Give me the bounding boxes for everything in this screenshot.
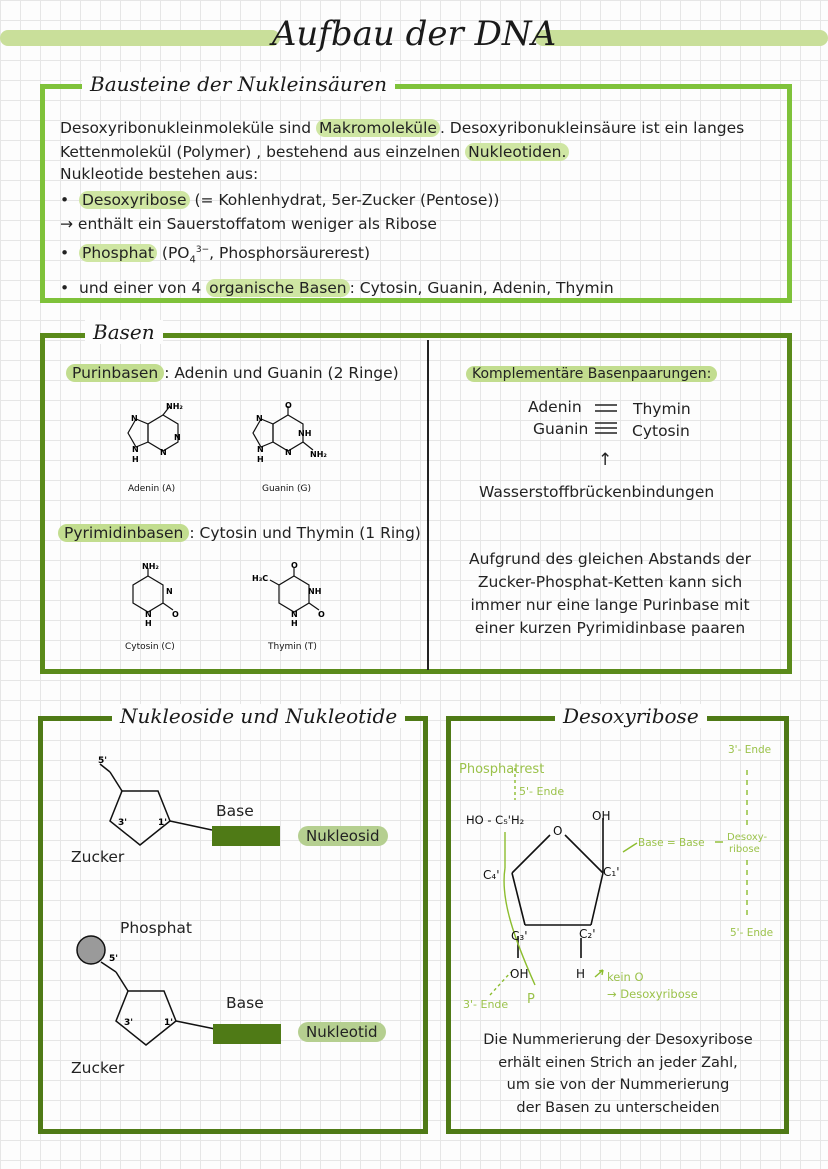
guanin-h: H: [257, 455, 264, 464]
nukleosid-5prime: 5': [98, 756, 108, 766]
cytosin-structure: [118, 560, 188, 635]
nukleotid-base-bar: [213, 1024, 281, 1044]
guanin-n7: N: [256, 414, 263, 423]
thymin-o-bottom: O: [318, 610, 325, 619]
arrow-up-icon: ↑: [598, 450, 613, 470]
nukleotid-5prime: 5': [109, 954, 119, 964]
explain-line2: Zucker-Phosphat-Ketten kann sich: [477, 573, 743, 591]
guanin-nh: NH: [298, 429, 312, 438]
cytosin-label: Cytosin (C): [125, 642, 175, 652]
bausteine-content: [60, 116, 785, 300]
adenin-n3: N: [160, 448, 167, 457]
oh-top: OH: [592, 809, 611, 823]
bullet-phosphat: • Phosphat ($PO_4^{3-}$, Phosphorsäurerest): [60, 244, 371, 266]
oh-bottom: OH: [510, 967, 529, 981]
adenin-n9: N: [132, 445, 139, 454]
adenin-nh2: NH₂: [166, 402, 183, 411]
nukleotid-3prime: 3': [124, 1018, 134, 1028]
kein-o-label: kein O: [607, 970, 644, 984]
note-line1: Die Nummerierung der Desoxyribose: [483, 1032, 753, 1048]
nukleotid-tag: Nukleotid: [298, 1022, 386, 1042]
thymin-h: H: [291, 619, 298, 628]
base-eq-label: Base = Base: [638, 837, 705, 849]
note-line4: der Basen zu unterscheiden: [516, 1099, 720, 1116]
bausteine-line3: Nukleotide bestehen aus:: [60, 165, 259, 183]
note-line2: erhält einen Strich an jeder Zahl,: [498, 1054, 738, 1071]
c1-label: C₁': [603, 865, 620, 879]
nukleosid-sugar: [90, 755, 220, 855]
nukleosid-base-label: Base: [216, 802, 254, 820]
thymin-h3c: H₃C: [252, 574, 269, 583]
phosphatrest-label: Phosphatrest: [459, 762, 545, 777]
cytosin-h: H: [145, 619, 152, 628]
desoxy-ribose-label-2: ribose: [729, 844, 760, 855]
guanin-structure: [240, 400, 335, 475]
explain-line1: Aufgrund des gleichen Abstands der: [468, 550, 751, 568]
guanin-nh2: NH₂: [310, 450, 327, 459]
adenin-label: Adenin (A): [128, 484, 176, 494]
thymin-o-top: O: [291, 561, 298, 570]
ring-oxygen: O: [553, 824, 563, 838]
cytosin-o: O: [172, 610, 179, 619]
guanin-label: Guanin (G): [262, 484, 311, 494]
arrow-line: → enthält ein Sauerstoffatom weniger als Ribose: [60, 215, 437, 233]
bausteine-line2: Kettenmolekül (Polymer) , bestehend aus einzelnen Nukleotiden.: [60, 140, 785, 164]
desoxy-note: [453, 1029, 783, 1119]
pair2-left: Guanin: [533, 420, 589, 438]
double-bond-icon: [594, 402, 618, 414]
thymin-nh: NH: [308, 587, 322, 596]
nukleosid-1prime: 1': [158, 818, 168, 828]
explain-line3: immer nur eine lange Purinbase mit: [470, 596, 750, 614]
ende3-top-label: 3'- Ende: [728, 744, 772, 756]
c2-label: C₂': [579, 927, 596, 941]
thymin-n1: N: [291, 610, 298, 619]
basen-divider: [427, 340, 429, 670]
adenin-n7: N: [131, 414, 138, 423]
p-label: P: [527, 992, 535, 1007]
ho-c5-label: HO - C₅'H₂: [466, 813, 525, 827]
triple-bond-icon: [594, 421, 618, 435]
nukleotid-zucker-label: Zucker: [71, 1059, 125, 1077]
h-bottom: H: [576, 967, 586, 981]
desoxy-ribose-label-1: Desoxy-: [727, 832, 768, 843]
ende5-right-label: 5'- Ende: [730, 927, 774, 939]
basen-explanation: [440, 548, 780, 640]
nukleotid-1prime: 1': [164, 1018, 174, 1028]
page-title: Aufbau der DNA: [271, 14, 557, 54]
bausteine-line1: Desoxyribonukleinmoleküle sind Makromoleküle . Desoxyribonukleinsäure ist ein langes: [60, 119, 745, 137]
phosphate-circle-icon: [77, 936, 105, 964]
guanin-n9: N: [257, 445, 264, 454]
nukleosid-tag: Nukleosid: [298, 826, 388, 846]
pair1-right: Thymin: [633, 400, 691, 418]
kein-o-desoxyribose: → Desoxyribose: [607, 987, 698, 1001]
note-line3: um sie von der Nummerierung: [506, 1077, 730, 1093]
desoxyribose-structure: [455, 740, 785, 1020]
c4-label: C₄': [483, 868, 500, 882]
cytosin-n3: N: [166, 587, 173, 596]
c3-label: C₃': [511, 929, 528, 943]
purin-heading: Purinbasen : Adenin und Guanin (2 Ringe): [66, 361, 399, 385]
thymin-structure: [248, 560, 338, 635]
adenin-n1: N: [174, 433, 181, 442]
guanin-n3: N: [285, 448, 292, 457]
bausteine-title: Bausteine der Nukleinsäuren: [82, 72, 395, 96]
nukleotid-sugar: [75, 930, 225, 1050]
bullet-desoxyribose: • Desoxyribose (= Kohlenhydrat, 5er-Zucker (Pentose)): [60, 191, 500, 209]
nukleo-title: Nukleoside und Nukleotide: [112, 704, 405, 728]
nukleosid-3prime: 3': [118, 818, 128, 828]
thymin-label: Thymin (T): [268, 642, 317, 652]
komplementaer-heading: Komplementäre Basenpaarungen:: [466, 361, 717, 386]
cytosin-nh2: NH₂: [142, 562, 159, 571]
adenin-structure: [118, 400, 198, 475]
desoxy-title: Desoxyribose: [555, 704, 707, 728]
basen-title: Basen: [85, 320, 163, 344]
pair1-left: Adenin: [528, 398, 582, 416]
nukleosid-base-bar: [212, 826, 280, 846]
pyrimidin-heading: Pyrimidinbasen : Cytosin und Thymin (1 Ring): [58, 521, 421, 545]
ende3-bottom-label: 3'- Ende: [463, 998, 509, 1011]
phosphat-label: Phosphat: [120, 919, 192, 937]
wasserstoff-label: Wasserstoffbrückenbindungen: [479, 483, 715, 501]
ende5-top-label: 5'- Ende: [519, 785, 565, 798]
nukleotid-base-label: Base: [226, 994, 264, 1012]
bullet-basen: • und einer von 4 organische Basen : Cytosin, Guanin, Adenin, Thymin: [60, 279, 614, 298]
guanin-o: O: [285, 401, 292, 410]
cytosin-n1: N: [145, 610, 152, 619]
nukleosid-zucker-label: Zucker: [71, 848, 125, 866]
explain-line4: einer kurzen Pyrimidinbase paaren: [474, 619, 746, 637]
adenin-h: H: [132, 455, 139, 464]
pair2-right: Cytosin: [632, 422, 690, 440]
